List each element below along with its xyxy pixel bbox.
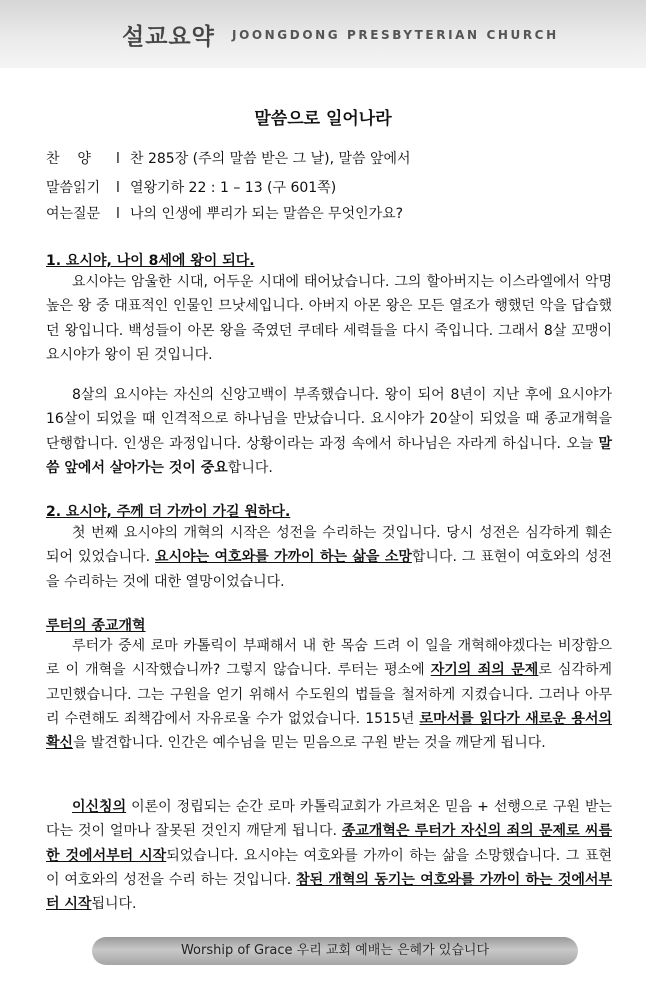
section-2-paragraph-1 <box>46 521 612 594</box>
info-value: 찬 285장 (주의 말씀 받은 그 날), 말씀 앞에서 <box>130 151 411 167</box>
text-span: 되었습니다. 요시야는 여호와를 가까이 하는 삶을 소망했습니다. 그 표현이 여호와의 성전을 수리 하는 것입니다. <box>46 847 612 888</box>
emphasis-text: 말씀 앞에서 살아가는 것이 중요 <box>46 435 612 476</box>
section-1-paragraph-1: 요시야는 암울한 시대, 어두운 시대에 태어났습니다. 그의 할아버지는 이스라엘에서 악명 높은 왕 중 대표적인 인물인 므낫세입니다. 아버지 아몬 왕은 모든 열조가 행했던 악을 답습했던 왕입니다. 백성들이 아몬 왕을 죽였던 쿠데타 세력들을 다시 죽입니다. 그래서 8살 꼬맹이 요시야가 왕이 된 것입니다. <box>46 274 612 363</box>
info-reading <box>46 177 336 197</box>
emphasis-text: 종교개혁은 루터가 자신의 죄의 문제로 씨름한 것에서부터 시작 <box>46 823 612 864</box>
emphasis-text: 요시야는 여호와를 가까이 하는 삶을 소망 <box>155 549 412 566</box>
section-3-paragraph-2 <box>46 795 612 916</box>
text-span: 합니다. 그 표현이 여호와의 성전을 수리하는 것에 대한 열망이었습니다. <box>46 549 612 590</box>
sermon-title: 말씀으로 일어나라 <box>254 109 392 129</box>
emphasis-text: 로마서를 읽다가 새로운 용서의 확신 <box>46 710 612 752</box>
header-title: 설교요약 <box>122 24 215 50</box>
text-span: 루터가 중세 로마 카톨릭이 부패해서 내 한 목숨 드려 이 일을 개혁해야겠다는 비장함으로 이 개혁을 시작했습니까? 그렇지 않습니다. 루터는 평소에 <box>46 638 612 679</box>
text-span: 로 심각하게 고민했습니다. 그는 구원을 얻기 위해서 수도원의 법들을 철저하게 지켰습니다. 그러나 아무리 수련해도 죄책감에서 자유로울 수가 없었습니다. 1515년 <box>46 662 612 727</box>
emphasis-text: 자기의 죄의 문제 <box>430 662 539 679</box>
church-name: JOONGDONG PRESBYTERIAN CHURCH <box>232 28 559 42</box>
emphasis-text: 이신칭의 <box>72 799 127 815</box>
footer-banner: Worship of Grace 우리 교회 예배는 은혜가 있습니다 <box>92 937 578 965</box>
text-span: 이론이 정립되는 순간 로마 카톨릭교회가 가르쳐온 믿음 + 선행으로 구원 받는다는 것이 얼마나 잘못된 것인지 깨닫게 됩니다. <box>46 799 612 840</box>
info-hymn <box>46 148 411 168</box>
info-question <box>46 203 403 223</box>
section-1-paragraph-2 <box>46 383 612 480</box>
text-span: 8살의 요시야는 자신의 신앙고백이 부족했습니다. 왕이 되어 8년이 지난 후에 요시야가 16살이 되었을 때 인격적으로 하나님을 만났습니다. 요시야가 20살이 되었을 때 종교개혁을 단행합니다. 인생은 과정입니다. 상황이라는 과정 속에서 하나님은 자라게 하십니다. 오늘 <box>46 387 612 452</box>
info-value: 열왕기하 22 : 1 – 13 (구 601쪽) <box>130 180 337 196</box>
info-label: 여는질문 <box>46 206 101 222</box>
info-label: 말씀읽기 <box>46 180 101 196</box>
info-separator: l <box>116 206 120 222</box>
text-span: 됩니다. <box>91 896 137 913</box>
text-span: 을 발견합니다. 인간은 예수님을 믿는 믿음으로 구원 받는 것을 깨닫게 됩니다. <box>73 735 546 752</box>
emphasis-text: 참된 개혁의 동기는 여호와를 가까이 하는 것에서부터 시작 <box>46 871 612 913</box>
info-label: 찬 양 <box>46 151 91 167</box>
section-3-heading: 루터의 종교개혁 <box>46 618 146 634</box>
info-separator: l <box>116 180 120 196</box>
info-separator: l <box>116 151 120 167</box>
info-value: 나의 인생에 뿌리가 되는 말씀은 무엇인가요? <box>130 206 404 222</box>
section-2-heading: 2. 요시야, 주께 더 가까이 가길 원하다. <box>46 504 291 520</box>
section-1-heading: 1. 요시야, 나이 8세에 왕이 되다. <box>46 253 255 269</box>
text-span: 합니다. <box>227 459 273 476</box>
page-header <box>0 0 646 68</box>
section-3-paragraph-1 <box>46 634 612 755</box>
text-span: 첫 번째 요시야의 개혁의 시작은 성전을 수리하는 것입니다. 당시 성전은 심각하게 훼손되어 있었습니다. <box>46 525 612 566</box>
